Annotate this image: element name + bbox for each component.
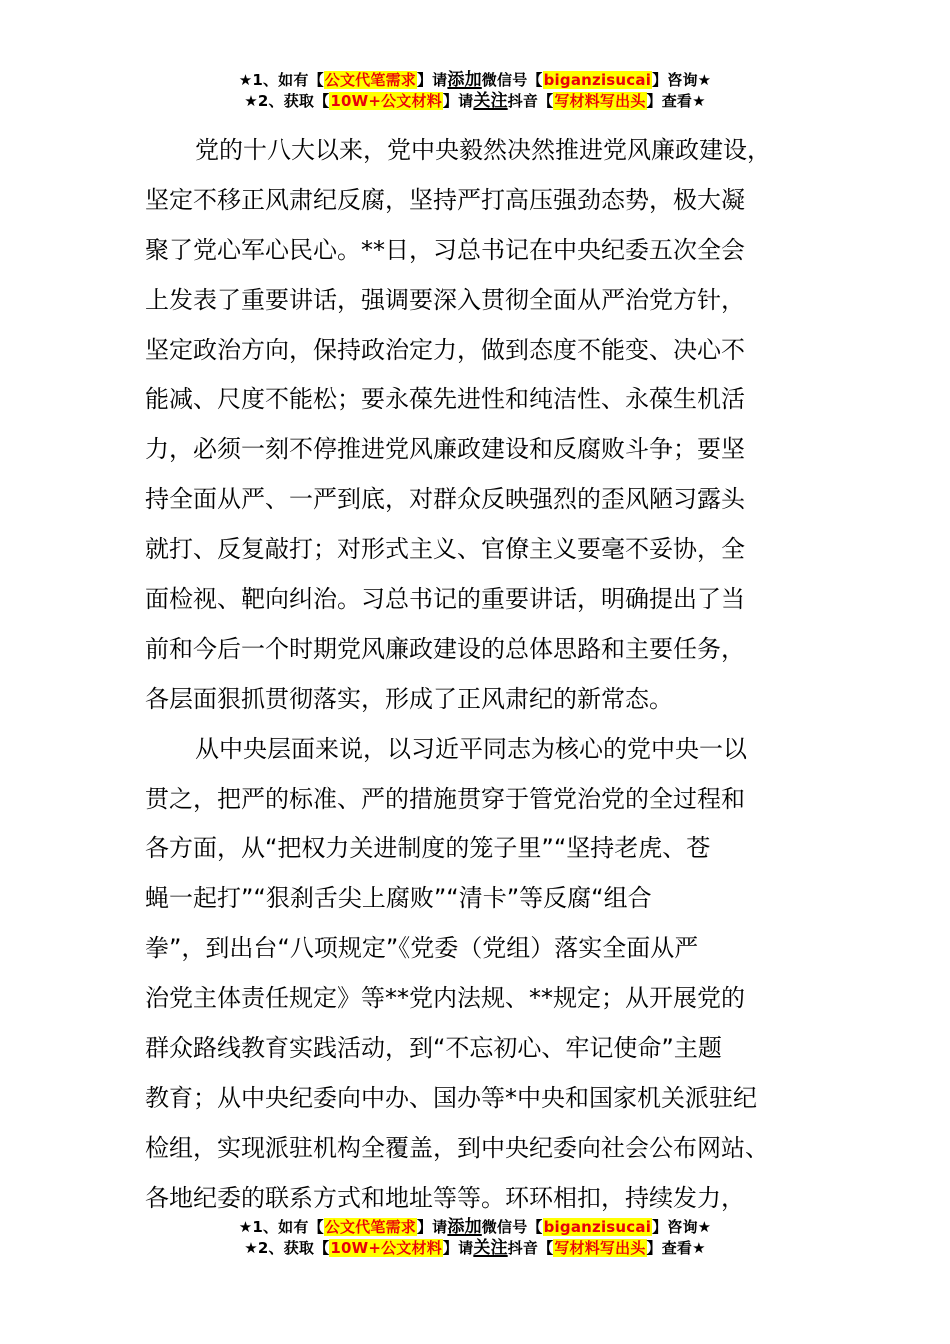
- paragraph-2-line-3: 各方面，从“把权力关进制度的笼子里”“坚持老虎、苍: [145, 834, 711, 863]
- header-line-2-text: 】请: [442, 92, 474, 110]
- header-line-1-highlight-service: 公文代笔需求: [324, 71, 416, 89]
- footer-line-2-highlight-materials: 10W+公文材料: [330, 1239, 442, 1257]
- footer-line-1-text-2: 微信号【: [481, 1218, 543, 1236]
- footer-line-1-text: 】请: [416, 1218, 448, 1236]
- paragraph-2-line-10: 各地纪委的联系方式和地址等等。环环相扣，持续发力，: [145, 1183, 745, 1212]
- paragraph-2-line-2: 贯之，把严的标准、严的措施贯穿于管党治党的全过程和: [145, 784, 745, 813]
- paragraph-1-line-2: 坚定不移正风肃纪反腐，坚持严打高压强劲态势，极大凝: [145, 185, 745, 214]
- header-line-2-prefix: ★2、获取【: [244, 92, 330, 110]
- header-line-2-suffix: 】查看★: [646, 92, 706, 110]
- paragraph-1-line-8: 持全面从严、一严到底，对群众反映强烈的歪风陋习露头: [145, 485, 745, 514]
- footer-line-1-highlight-service: 公文代笔需求: [324, 1218, 416, 1236]
- header-line-1-text-2: 微信号【: [481, 71, 543, 89]
- paragraph-1-line-1: 党的十八大以来，党中央毅然决然推进党风廉政建设，: [195, 136, 771, 164]
- footer-line-2-underline: 关注: [473, 1238, 508, 1258]
- header-line-2: [0, 91, 950, 112]
- header-banner: [0, 70, 950, 112]
- paragraph-1-line-10: 面检视、靶向纠治。习总书记的重要讲话，明确提出了当: [145, 585, 745, 614]
- header-line-2-underline: 关注: [473, 91, 508, 111]
- paragraph-2-line-9: 检组，实现派驻机构全覆盖，到中央纪委向社会公布网站、: [145, 1133, 769, 1162]
- header-line-1-underline: 添加: [447, 70, 482, 90]
- footer-line-2-text: 】请: [442, 1239, 474, 1257]
- paragraph-1-line-11: 前和今后一个时期党风廉政建设的总体思路和主要任务，: [145, 634, 745, 663]
- paragraph-1-line-12: 各层面狠抓贯彻落实，形成了正风肃纪的新常态。: [145, 684, 673, 713]
- footer-banner: [0, 1217, 950, 1259]
- paragraph-2-line-6: 治党主体责任规定》等**党内法规、**规定；从开展党的: [145, 984, 745, 1013]
- header-line-1-prefix: ★1、如有【: [238, 71, 324, 89]
- paragraph-2-line-4: 蝇一起打”“狠刹舌尖上腐败”“清卡”等反腐“组合: [145, 884, 652, 913]
- header-line-1-suffix: 】咨询★: [652, 71, 712, 89]
- header-line-2-highlight-account: 写材料写出头: [554, 92, 646, 110]
- header-line-2-text-2: 抖音【: [507, 92, 554, 110]
- paragraph-2-line-1: 从中央层面来说，以习近平同志为核心的党中央一以: [195, 734, 747, 763]
- paragraph-1-line-3: 聚了党心军心民心。**日，习总书记在中央纪委五次全会: [145, 235, 745, 264]
- header-line-1-text: 】请: [416, 71, 448, 89]
- paragraph-1-line-4: 上发表了重要讲话，强调要深入贯彻全面从严治党方针，: [145, 285, 745, 314]
- footer-line-1-underline: 添加: [447, 1217, 482, 1237]
- document-body: [145, 126, 805, 1224]
- header-line-1: [0, 70, 950, 91]
- footer-line-2-suffix: 】查看★: [646, 1239, 706, 1257]
- paragraph-2-line-8: 教育；从中央纪委向中办、国办等*中央和国家机关派驻纪: [145, 1083, 757, 1112]
- paragraph-1-line-7: 力，必须一刻不停推进党风廉政建设和反腐败斗争；要坚: [145, 435, 745, 464]
- header-line-1-highlight-wechat-id: biganzisucai: [543, 71, 652, 89]
- footer-line-2: [0, 1238, 950, 1259]
- footer-line-2-text-2: 抖音【: [507, 1239, 554, 1257]
- footer-line-1-suffix: 】咨询★: [652, 1218, 712, 1236]
- paragraph-2-line-5: 拳”，到出台“八项规定”《党委（党组）落实全面从严: [145, 934, 699, 963]
- footer-line-1: [0, 1217, 950, 1238]
- footer-line-2-prefix: ★2、获取【: [244, 1239, 330, 1257]
- footer-line-1-highlight-wechat-id: biganzisucai: [543, 1218, 652, 1236]
- header-line-2-highlight-materials: 10W+公文材料: [330, 92, 442, 110]
- paragraph-1-line-9: 就打、反复敲打；对形式主义、官僚主义要毫不妥协，全: [145, 535, 745, 564]
- footer-line-1-prefix: ★1、如有【: [238, 1218, 324, 1236]
- paragraph-2-line-7: 群众路线教育实践活动，到“不忘初心、牢记使命”主题: [145, 1034, 722, 1063]
- paragraph-1-line-5: 坚定政治方向，保持政治定力，做到态度不能变、决心不: [145, 335, 745, 364]
- paragraph-1-line-6: 能减、尺度不能松；要永葆先进性和纯洁性、永葆生机活: [145, 385, 745, 414]
- footer-line-2-highlight-account: 写材料写出头: [554, 1239, 646, 1257]
